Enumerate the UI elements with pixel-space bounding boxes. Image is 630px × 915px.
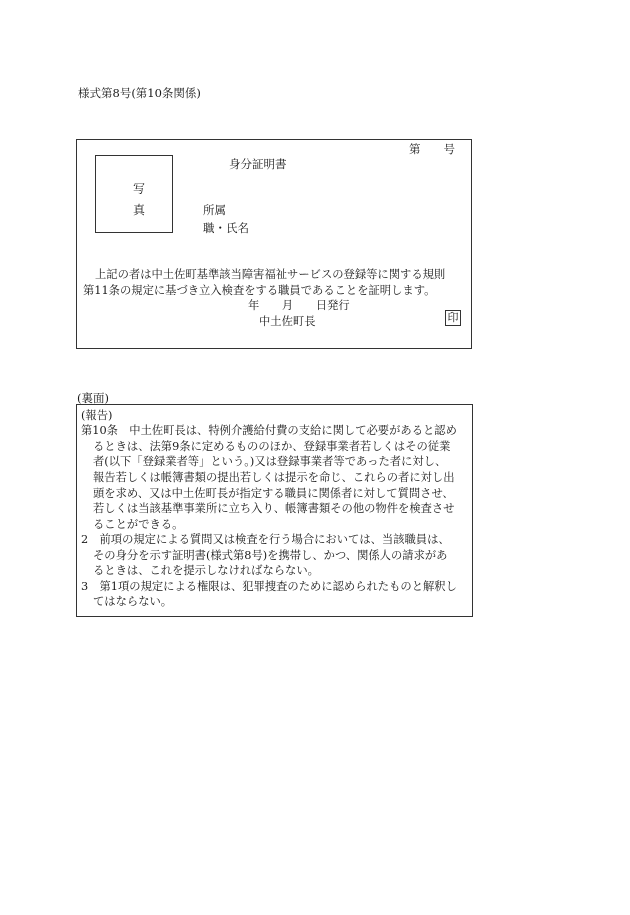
certification-text: 第11条の規定に基づき立入検査をする職員であることを証明します。 (83, 284, 436, 297)
back-text-line: るときは、これを提示しなければならない。 (93, 564, 319, 577)
back-text-line: (報告) (81, 409, 113, 422)
seal-stamp: 印 (445, 310, 461, 326)
id-card-back (76, 404, 473, 617)
back-text-line: 若しくは当該基準事業所に立ち入り、帳簿書類その他の物件を検査させ (93, 502, 455, 515)
issue-date: 年 月 日発行 (248, 299, 350, 312)
card-title: 身分証明書 (229, 157, 287, 171)
certification-text: 上記の者は中土佐町基準該当障害福祉サービスの登録等に関する規則 (95, 268, 446, 281)
back-text-line: ることができる。 (93, 518, 184, 531)
form-label: 様式第8号(第10条関係) (78, 86, 201, 100)
back-text-line: るときは、法第9条に定めるもののほか、登録事業者若しくはその従業 (93, 440, 451, 453)
affiliation-label: 所属 (203, 203, 226, 217)
back-text-line: 第10条 中土佐町長は、特例介護給付費の支給に関して必要があると認め (81, 424, 457, 437)
back-text-line: 3 第1項の規定による権限は、犯罪捜査のために認められたものと解釈し (81, 580, 457, 593)
issuer-mayor: 中土佐町長 (259, 315, 316, 328)
id-card-front (76, 139, 472, 349)
back-text-line: てはならない。 (93, 595, 173, 608)
position-name-label: 職・氏名 (203, 221, 249, 235)
back-text-line: 2 前項の規定による質問又は検査を行う場合においては、当該職員は、 (81, 533, 450, 546)
back-text-line: 頭を求め、又は中土佐町長が指定する職員に関係者に対して質問させ、 (93, 487, 454, 500)
photo-label-char: 写 (133, 182, 146, 196)
back-side-label: (裏面) (77, 391, 109, 405)
back-text-line: 者(以下「登録業者等」という。)又は登録事業者等であった者に対し、 (93, 455, 447, 468)
back-text-line: 報告若しくは帳簿書類の提出若しくは提示を命じ、これらの者に対し出 (93, 471, 455, 484)
number-label: 第 号 (409, 142, 455, 156)
back-text-line: その身分を示す証明書(様式第8号)を携帯し、かつ、関係人の請求があ (93, 549, 448, 562)
photo-placeholder (95, 155, 173, 233)
photo-label-char: 真 (133, 203, 146, 217)
